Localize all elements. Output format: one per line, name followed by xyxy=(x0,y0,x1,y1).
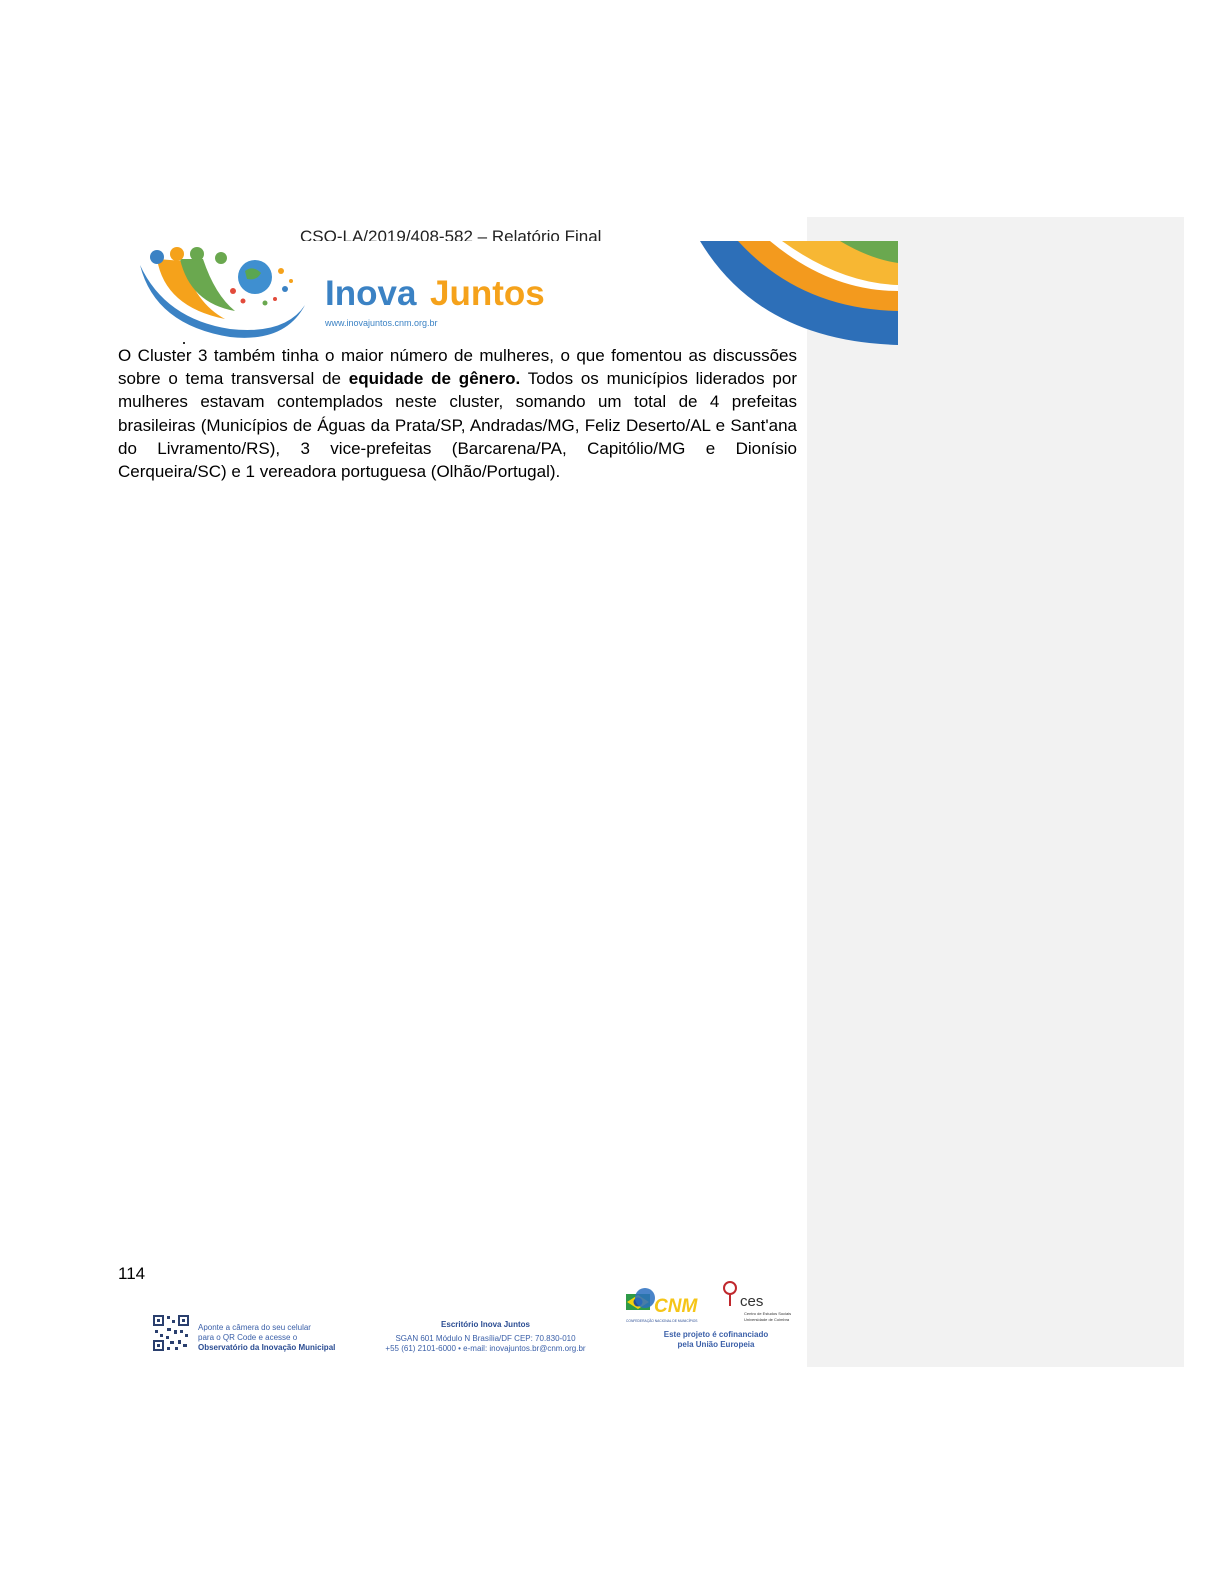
logo-url: www.inovajuntos.cnm.org.br xyxy=(325,318,438,328)
ces-logo xyxy=(722,1280,802,1324)
cnm-caption: CONFEDERAÇÃO NACIONAL DE MUNICÍPIOS xyxy=(626,1319,698,1323)
office-contact: Escritório Inova Juntos SGAN 601 Módulo N Brasília/DF CEP: 70.830-010 +55 (61) 2101-6000 • e-mail: inovajuntos.br@cnm.org.br xyxy=(385,1320,586,1353)
logo-wordmark-inova: Inova xyxy=(325,274,417,313)
page-footer xyxy=(150,1280,810,1360)
cnm-wordmark: CNM xyxy=(654,1296,698,1317)
cnm-logo xyxy=(626,1286,708,1326)
inovajuntos-logo xyxy=(135,245,565,345)
ces-caption-2: Universidade de Coimbra xyxy=(744,1317,790,1322)
ces-wordmark: ces xyxy=(740,1293,764,1310)
body-paragraph xyxy=(118,344,797,483)
document-reference-header: CSO-LA/2019/408-582 – Relatório Final xyxy=(300,227,602,241)
qr-code-icon xyxy=(152,1314,190,1352)
qr-instructions: Aponte a câmera do seu celular para o QR Code e acesse o Observatório da Inovação Municipal xyxy=(198,1323,336,1352)
body-text-intro: O Cluster 3 também tinha o maior número de mulheres, o que fomentou as discussões sobre o tema transversal de xyxy=(118,346,797,389)
ces-caption-1: Centro de Estudos Sociais xyxy=(744,1311,792,1316)
comment-margin-pane xyxy=(807,217,1184,1367)
page-number: 114 xyxy=(118,1264,146,1283)
eu-funding-note: Este projeto é cofinanciado pela União Europeia xyxy=(663,1330,769,1349)
header-corner-swoosh xyxy=(700,241,898,345)
body-text-bold: equidade de gênero. xyxy=(348,369,521,389)
body-text-rest: Todos os municípios liderados por mulheres estavam contemplados neste cluster, somando um total de 4 prefeitas brasileiras (Municípios de Águas da Prata/SP, Andradas/MG, Feliz Deserto/AL e Sant'ana do Livramento/RS), 3 vice-prefeitas (Barcarena/PA, Capitólio/MG e Dionísio Cerqueira/SC) e 1 vereadora portuguesa (Olhão/Portugal). xyxy=(118,369,797,482)
logo-wordmark-juntos: Juntos xyxy=(430,274,545,313)
